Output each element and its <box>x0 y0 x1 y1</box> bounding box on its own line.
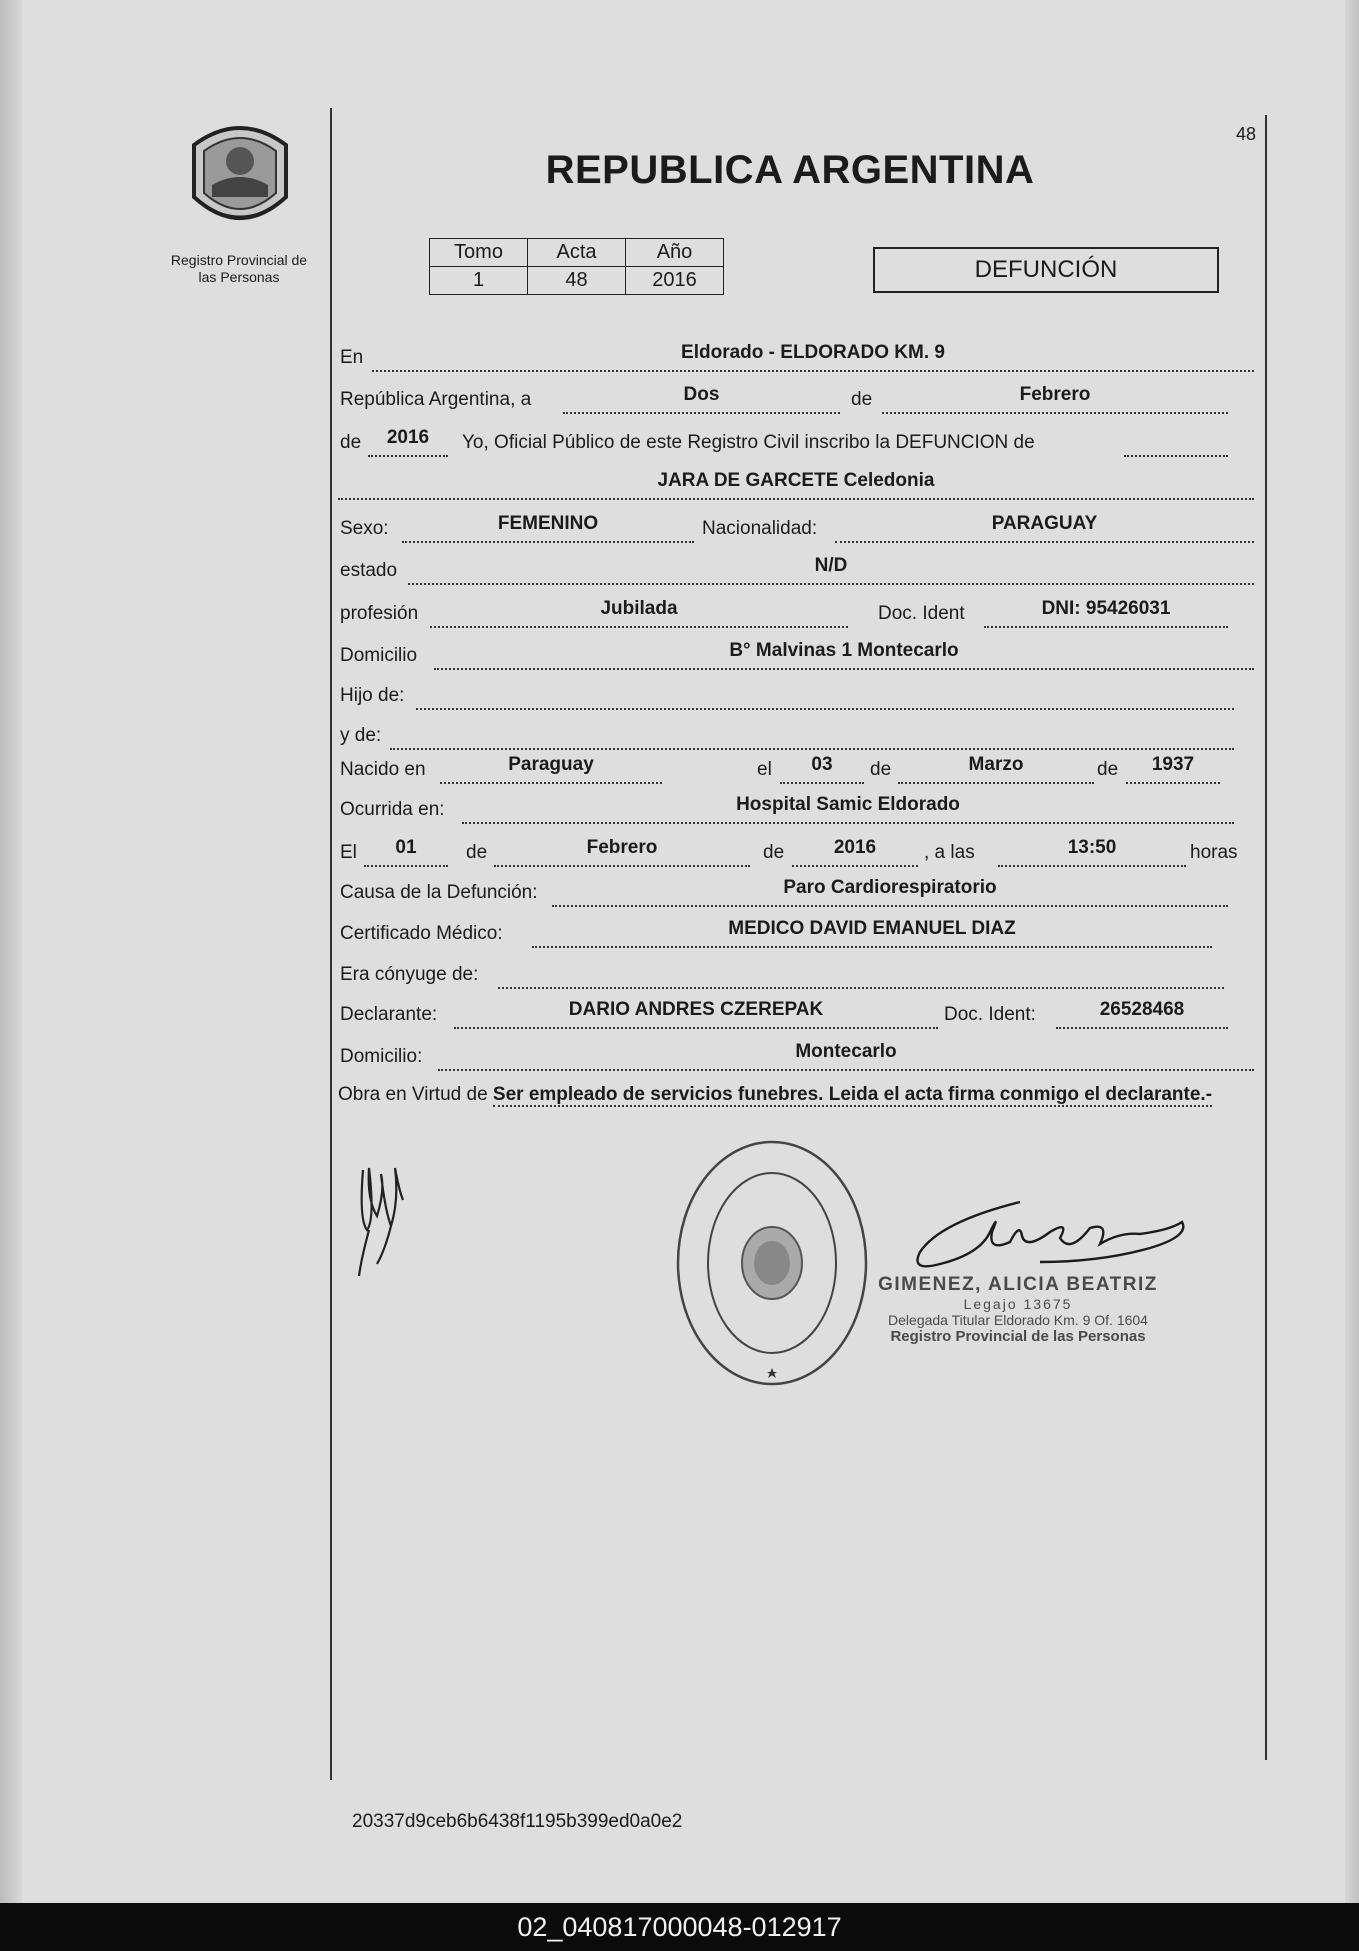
birth-day-field: 03 <box>780 752 864 784</box>
death-time-field: 13:50 <box>998 835 1186 867</box>
profesion-field: Jubilada <box>430 596 848 628</box>
obra-field: Ser empleado de servicios funebres. Leida el acta firma conmigo el declarante.- <box>492 1084 1213 1105</box>
tomo-header: Tomo <box>430 239 528 267</box>
year-field: 2016 <box>368 425 448 457</box>
official-name: GIMENEZ, ALICIA BEATRIZ <box>878 1274 1158 1295</box>
causa-field: Paro Cardiorespiratorio <box>552 875 1228 907</box>
anio-value: 2016 <box>626 267 724 295</box>
registry-caption-line2: las Personas <box>198 269 280 285</box>
death-de-label-2: de <box>763 842 785 863</box>
conyuge-field <box>498 957 1224 989</box>
nacido-label: Nacido en <box>340 759 426 780</box>
en-label: En <box>340 347 364 368</box>
estado-field: N/D <box>408 553 1254 585</box>
page-number: 48 <box>1236 124 1257 144</box>
left-margin-line <box>330 108 332 1780</box>
domicilio2-label: Domicilio: <box>340 1046 423 1067</box>
hijo-label: Hijo de: <box>340 685 405 706</box>
domicilio-field: B° Malvinas 1 Montecarlo <box>434 638 1254 670</box>
profesion-label: profesión <box>340 603 419 624</box>
record-info-value-row <box>430 267 724 295</box>
estado-label: estado <box>340 560 398 581</box>
birth-month-field: Marzo <box>898 752 1094 784</box>
official-delegada: Delegada Titular Eldorado Km. 9 Of. 1604 <box>888 1312 1148 1328</box>
inscribo-label: Yo, Oficial Público de este Registro Civil inscribo la DEFUNCION de <box>462 432 1035 453</box>
document-title: REPUBLICA ARGENTINA <box>545 148 1035 192</box>
scan-footer-code: 02_040817000048-012917 <box>0 1903 1359 1951</box>
death-day-field: 01 <box>364 835 448 867</box>
sexo-label: Sexo: <box>340 518 389 539</box>
obra-label: Obra en Virtud de <box>338 1084 488 1105</box>
anio-header: Año <box>626 239 724 267</box>
conyuge-label: Era cónyuge de: <box>340 964 479 985</box>
row-obra <box>338 1080 1254 1110</box>
domicilio-label: Domicilio <box>340 645 418 666</box>
horas-label: horas <box>1190 842 1238 863</box>
certificado-label: Certificado Médico: <box>340 923 503 944</box>
nacionalidad-label: Nacionalidad: <box>702 518 818 539</box>
republica-label: República Argentina, a <box>340 389 532 410</box>
death-year-field: 2016 <box>792 835 918 867</box>
nacionalidad-field: PARAGUAY <box>835 511 1254 543</box>
de-label-2: de <box>340 432 362 453</box>
declarante-label: Declarante: <box>340 1004 438 1025</box>
sexo-field: FEMENINO <box>402 511 694 543</box>
domicilio2-field: Montecarlo <box>438 1039 1254 1071</box>
certificado-field: MEDICO DAVID EMANUEL DIAZ <box>532 916 1212 948</box>
official-registro: Registro Provincial de las Personas <box>890 1328 1146 1345</box>
declarante-doc-label: Doc. Ident: <box>944 1004 1036 1025</box>
acta-header: Acta <box>528 239 626 267</box>
place-field: Eldorado - ELDORADO KM. 9 <box>372 340 1254 372</box>
alas-label: , a las <box>924 842 975 863</box>
doc-ident-field: DNI: 95426031 <box>984 596 1228 628</box>
death-de-label-1: de <box>466 842 488 863</box>
registry-stamp <box>672 1136 872 1390</box>
hijo-field <box>416 678 1234 710</box>
deceased-name-field: JARA DE GARCETE Celedonia <box>338 468 1254 500</box>
inscribo-trailing-field <box>1124 425 1228 457</box>
day-field: Dos <box>563 382 840 414</box>
page-edge-right <box>1345 0 1359 1903</box>
official-signature <box>900 1192 1200 1282</box>
death-month-field: Febrero <box>494 835 750 867</box>
yde-field <box>390 718 1234 750</box>
declarant-signature <box>355 1160 415 1280</box>
ocurrida-label: Ocurrida en: <box>340 799 445 820</box>
birth-year-field: 1937 <box>1126 752 1220 784</box>
doc-ident-label: Doc. Ident <box>878 603 965 624</box>
tomo-value: 1 <box>430 267 528 295</box>
registry-caption <box>155 252 323 286</box>
yde-label: y de: <box>340 725 382 746</box>
birth-de-label-1: de <box>870 759 892 780</box>
birth-el-label: el <box>757 759 772 780</box>
ocurrida-field: Hospital Samic Eldorado <box>462 792 1234 824</box>
official-legajo: Legajo 13675 <box>963 1296 1073 1312</box>
acta-value: 48 <box>528 267 626 295</box>
month-field: Febrero <box>882 382 1228 414</box>
registry-caption-line1: Registro Provincial de <box>170 252 308 268</box>
record-info-table <box>429 238 724 295</box>
page-edge-left <box>0 0 22 1903</box>
declarante-field: DARIO ANDRES CZEREPAK <box>454 997 938 1029</box>
declarante-doc-field: 26528468 <box>1056 997 1228 1029</box>
causa-label: Causa de la Defunción: <box>340 882 538 903</box>
birthplace-field: Paraguay <box>440 752 662 784</box>
right-margin-line <box>1265 115 1267 1760</box>
province-seal-icon <box>182 117 298 233</box>
record-info-header-row <box>430 239 724 267</box>
document-hash: 20337d9ceb6b6438f1195b399ed0a0e2 <box>352 1811 683 1832</box>
death-el-label: El <box>340 842 357 863</box>
birth-de-label-2: de <box>1097 759 1119 780</box>
official-stamp-text <box>868 1274 1168 1345</box>
de-label-1: de <box>851 389 873 410</box>
record-type-box: DEFUNCIÓN <box>873 247 1219 293</box>
